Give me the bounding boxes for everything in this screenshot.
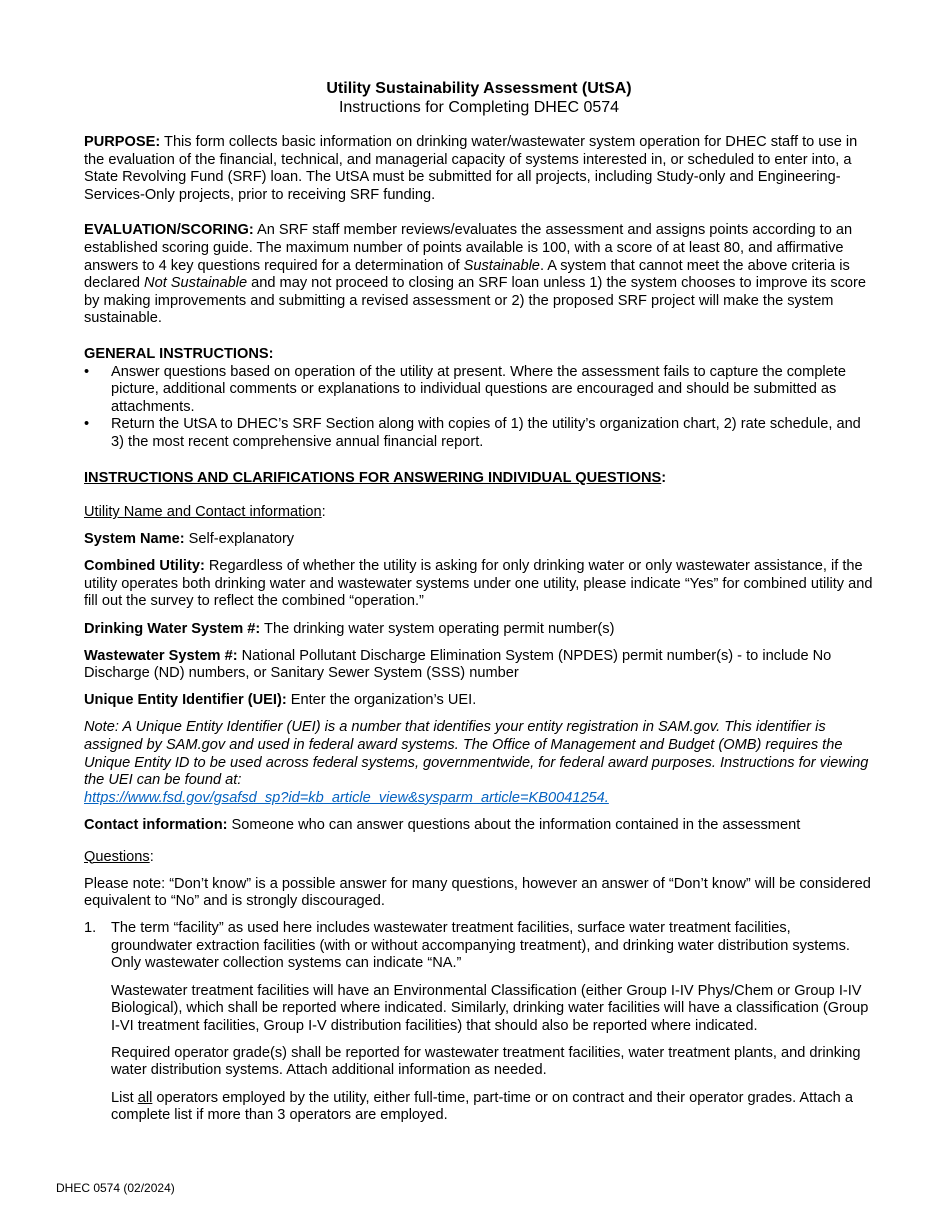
questions-heading-text: Questions: [84, 848, 150, 865]
document-page: [84, 79, 874, 1125]
contact-information-label: Contact information:: [84, 816, 228, 833]
evaluation-text: and may not proceed to closing an SRF loan unless 1) the system chooses to improve its score by making improvements and submitting a revised assessment or 2) the proposed SRF project will make the system sustainable.: [84, 275, 867, 327]
uei-note-text: Note: A Unique Entity Identifier (UEI) is a number that identifies your entity registration in SAM.gov. This identifier is assigned by SAM.gov and used in federal award systems. The Office of Management and Budget (OMB) requires the Unique Entity ID to be used across federal systems, governmentwide, for federal award purposes. Instructions for viewing the UEI can be found at:: [84, 719, 869, 789]
wastewater-system-text: National Pollutant Discharge Elimination System (NPDES) permit number(s) - to include No Discharge (ND) numbers, or Sanitary Sewer System (SSS) number: [84, 647, 832, 682]
question-1-paragraph: [111, 1090, 874, 1125]
utility-section-heading-text: Utility Name and Contact information: [84, 504, 322, 521]
evaluation-paragraph: [84, 222, 874, 328]
contact-information-paragraph: [84, 817, 874, 835]
question-1-paragraph: Required operator grade(s) shall be reported for wastewater treatment facilities, water treatment plants, and drinking water distribution systems. Attach additional information as needed.: [111, 1044, 861, 1079]
drinking-water-system-text: The drinking water system operating permit number(s): [260, 620, 615, 637]
question-1-text: List: [111, 1089, 138, 1106]
form-footer: DHEC 0574 (02/2024): [56, 1181, 175, 1195]
questions-note: Please note: “Don’t know” is a possible answer for many questions, however an answer of “Don’t know” will be considered equivalent to “No” and is strongly discouraged.: [84, 875, 871, 910]
evaluation-emphasis: Sustainable: [463, 257, 540, 274]
question-1-paragraph: The term “facility” as used here includes wastewater treatment facilities, surface water treatment facilities, groundwater extraction facilities (with or without accompanying treatment), and drinking water distribution systems. Only wastewater collection systems can indicate “NA.”: [111, 920, 850, 972]
question-number: 1.: [84, 920, 97, 937]
instructions-heading-text: INSTRUCTIONS AND CLARIFICATIONS FOR ANSWERING INDIVIDUAL QUESTIONS: [84, 469, 662, 486]
combined-utility-paragraph: [84, 558, 874, 611]
purpose-label: PURPOSE:: [84, 134, 161, 150]
combined-utility-label: Combined Utility:: [84, 558, 205, 575]
drinking-water-system-label: Drinking Water System #:: [84, 620, 261, 637]
drinking-water-system-paragraph: [84, 621, 874, 639]
evaluation-text: . A system that cannot meet the above criteria is declared: [84, 257, 850, 292]
combined-utility-text: Regardless of whether the utility is asking for only drinking water or only wastewater assistance, if the utility operates both drinking water and wastewater systems under one utility, please indicate “Yes” for combined utility and fill out the survey to reflect the combined “operation.”: [84, 558, 873, 610]
bullet-icon: •: [84, 416, 90, 433]
uei-paragraph: [84, 692, 874, 710]
uei-text: Enter the organization’s UEI.: [286, 692, 477, 709]
question-1-emphasis: all: [137, 1089, 153, 1106]
bullet-icon: •: [84, 363, 90, 380]
system-name-paragraph: [84, 531, 874, 549]
wastewater-system-paragraph: [84, 648, 874, 683]
wastewater-system-label: Wastewater System #:: [84, 647, 238, 664]
heading-colon: :: [661, 469, 667, 486]
general-instructions-heading: GENERAL INSTRUCTIONS:: [84, 345, 274, 362]
question-1-paragraph: Wastewater treatment facilities will have an Environmental Classification (either Group I-IV Phys/Chem or Group I-IV Biological), which shall be reported where indicated. Similarly, drinking water facilities will have a classification (Group I-VI treatment facilities, Group I-V distribution facilities) that should also be reported where indicated.: [111, 982, 869, 1034]
list-item-text: Answer questions based on operation of the utility at present. Where the assessment fails to capture the complete picture, additional comments or explanations to individual questions are encouraged and should be submitted as attachments.: [111, 363, 846, 415]
list-item-text: Return the UtSA to DHEC’s SRF Section along with copies of 1) the utility’s organization chart, 2) rate schedule, and 3) the most recent comprehensive annual financial report.: [111, 416, 861, 450]
document-title: Utility Sustainability Assessment (UtSA): [326, 80, 632, 97]
system-name-text: Self-explanatory: [184, 531, 295, 548]
contact-information-text: Someone who can answer questions about the information contained in the assessment: [227, 816, 801, 833]
evaluation-label: EVALUATION/SCORING:: [84, 222, 254, 239]
evaluation-emphasis: Not Sustainable: [144, 275, 248, 292]
heading-colon: :: [321, 504, 326, 521]
heading-colon: :: [149, 848, 154, 865]
document-subtitle: Instructions for Completing DHEC 0574: [338, 99, 620, 116]
question-1-text: operators employed by the utility, either full-time, part-time or on contract and their operator grades. Attach a complete list if more than 3 operators are employed.: [111, 1089, 853, 1124]
utility-section-heading: [84, 504, 874, 522]
purpose-text: This form collects basic information on drinking water/wastewater system operation for DHEC staff to use in the evaluation of the financial, technical, and managerial capacity of systems interested in, or scheduled to enter into, a State Revolving Fund (SRF) loan. The UtSA must be submitted for all projects, including Study-only and Engineering-Services-Only projects, prior to receiving SRF funding.: [84, 134, 858, 203]
evaluation-text: An SRF staff member reviews/evaluates the assessment and assigns points according to an established scoring guide. The maximum number of points available is 100, with a score of at least 80, and affirmative answers to 4 key questions required for a determination of: [84, 222, 853, 274]
uei-note-paragraph: [84, 719, 874, 807]
uei-label: Unique Entity Identifier (UEI):: [84, 692, 287, 709]
uei-instructions-link[interactable]: https://www.fsd.gov/gsafsd_sp?id=kb_article_view&sysparm_article=KB0041254.: [84, 789, 609, 806]
system-name-label: System Name:: [84, 531, 185, 548]
list-item: [84, 364, 874, 417]
question-1-item: [84, 920, 874, 1124]
instructions-heading: [84, 470, 874, 488]
list-item: [84, 416, 874, 451]
questions-heading: [84, 849, 874, 867]
general-instructions-list: [84, 364, 874, 452]
purpose-paragraph: [84, 134, 874, 204]
